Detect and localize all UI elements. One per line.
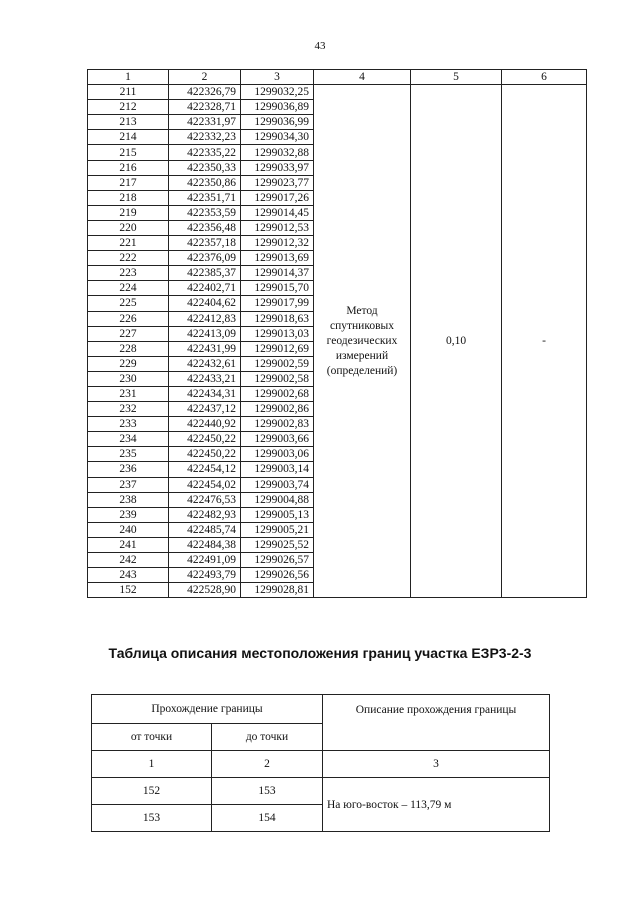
coordinate-y: 1299026,57 <box>241 553 314 568</box>
coordinate-y: 1299025,52 <box>241 537 314 552</box>
coordinates-table <box>87 69 587 598</box>
point-number: 237 <box>88 477 169 492</box>
coordinate-x: 422491,09 <box>169 553 241 568</box>
point-number: 223 <box>88 266 169 281</box>
from-point: 152 <box>92 778 212 805</box>
coordinate-x: 422482,93 <box>169 507 241 522</box>
point-number: 225 <box>88 296 169 311</box>
point-number: 232 <box>88 402 169 417</box>
coordinate-y: 1299026,56 <box>241 568 314 583</box>
measurement-method: Метод спутниковых геодезических измерений (определений) <box>314 85 411 598</box>
table-row <box>88 85 587 100</box>
coordinate-x: 422404,62 <box>169 296 241 311</box>
column-header-2: 2 <box>169 70 241 85</box>
point-number: 221 <box>88 236 169 251</box>
column-header-4: 4 <box>314 70 411 85</box>
coordinate-y: 1299005,21 <box>241 522 314 537</box>
coordinate-y: 1299002,83 <box>241 417 314 432</box>
point-number: 239 <box>88 507 169 522</box>
coordinate-y: 1299002,59 <box>241 356 314 371</box>
coordinate-x: 422484,38 <box>169 537 241 552</box>
coordinate-x: 422454,02 <box>169 477 241 492</box>
point-number: 214 <box>88 130 169 145</box>
coordinate-x: 422485,74 <box>169 522 241 537</box>
header-from-point: от точки <box>92 724 212 751</box>
coordinate-x: 422356,48 <box>169 220 241 235</box>
point-number: 220 <box>88 220 169 235</box>
coordinate-y: 1299028,81 <box>241 583 314 598</box>
coordinate-y: 1299014,37 <box>241 266 314 281</box>
coordinate-y: 1299017,26 <box>241 190 314 205</box>
coordinate-y: 1299003,06 <box>241 447 314 462</box>
coordinate-y: 1299004,88 <box>241 492 314 507</box>
coordinate-x: 422350,86 <box>169 175 241 190</box>
coordinate-y: 1299018,63 <box>241 311 314 326</box>
coordinate-x: 422402,71 <box>169 281 241 296</box>
point-number: 230 <box>88 371 169 386</box>
point-number: 238 <box>88 492 169 507</box>
table-title: Таблица описания местоположения границ участка ЕЗР3-2-3 <box>108 645 532 661</box>
point-number: 240 <box>88 522 169 537</box>
point-number: 236 <box>88 462 169 477</box>
coordinate-x: 422433,21 <box>169 371 241 386</box>
coordinate-y: 1299002,68 <box>241 386 314 401</box>
point-number: 211 <box>88 85 169 100</box>
point-number: 215 <box>88 145 169 160</box>
coordinate-x: 422357,18 <box>169 236 241 251</box>
coordinate-x: 422351,71 <box>169 190 241 205</box>
coordinate-x: 422437,12 <box>169 402 241 417</box>
coordinate-x: 422332,23 <box>169 130 241 145</box>
coordinate-x: 422335,22 <box>169 145 241 160</box>
point-number: 234 <box>88 432 169 447</box>
coordinate-y: 1299015,70 <box>241 281 314 296</box>
coordinate-x: 422353,59 <box>169 205 241 220</box>
point-number: 227 <box>88 326 169 341</box>
coordinate-y: 1299012,53 <box>241 220 314 235</box>
coordinate-y: 1299014,45 <box>241 205 314 220</box>
boundary-description: На юго-восток – 113,79 м <box>323 778 550 832</box>
coordinate-y: 1299003,74 <box>241 477 314 492</box>
point-number: 212 <box>88 100 169 115</box>
header-to-point: до точки <box>212 724 323 751</box>
point-number: 152 <box>88 583 169 598</box>
column-header-1: 1 <box>88 70 169 85</box>
coordinate-x: 422326,79 <box>169 85 241 100</box>
coordinate-x: 422528,90 <box>169 583 241 598</box>
column-header-5: 5 <box>411 70 502 85</box>
coordinate-x: 422450,22 <box>169 447 241 462</box>
point-number: 233 <box>88 417 169 432</box>
point-number: 242 <box>88 553 169 568</box>
coordinate-y: 1299036,99 <box>241 115 314 130</box>
page-number: 43 <box>314 40 326 52</box>
coordinate-y: 1299034,30 <box>241 130 314 145</box>
point-number: 241 <box>88 537 169 552</box>
point-number: 216 <box>88 160 169 175</box>
coordinate-y: 1299032,25 <box>241 85 314 100</box>
point-number: 224 <box>88 281 169 296</box>
coordinate-x: 422385,37 <box>169 266 241 281</box>
coordinate-x: 422350,33 <box>169 160 241 175</box>
coordinate-x: 422450,22 <box>169 432 241 447</box>
point-number: 231 <box>88 386 169 401</box>
point-number: 222 <box>88 251 169 266</box>
coordinate-y: 1299033,97 <box>241 160 314 175</box>
coordinate-x: 422412,83 <box>169 311 241 326</box>
table-row <box>92 778 550 805</box>
coordinate-x: 422432,61 <box>169 356 241 371</box>
coordinate-x: 422476,53 <box>169 492 241 507</box>
coordinate-x: 422413,09 <box>169 326 241 341</box>
point-number: 218 <box>88 190 169 205</box>
to-point: 154 <box>212 805 323 832</box>
coordinate-x: 422331,97 <box>169 115 241 130</box>
point-number: 235 <box>88 447 169 462</box>
coordinate-x: 422440,92 <box>169 417 241 432</box>
coordinates-header-row <box>88 70 587 85</box>
coordinate-y: 1299013,03 <box>241 326 314 341</box>
coordinate-x: 422376,09 <box>169 251 241 266</box>
point-number: 217 <box>88 175 169 190</box>
point-number: 228 <box>88 341 169 356</box>
coordinate-y: 1299002,86 <box>241 402 314 417</box>
coordinate-y: 1299032,88 <box>241 145 314 160</box>
coordinate-y: 1299023,77 <box>241 175 314 190</box>
boundary-description-table <box>91 694 550 832</box>
coordinate-y: 1299036,89 <box>241 100 314 115</box>
coordinate-y: 1299003,66 <box>241 432 314 447</box>
header-passage: Прохождение границы <box>92 695 323 724</box>
coordinate-x: 422434,31 <box>169 386 241 401</box>
coordinate-x: 422431,99 <box>169 341 241 356</box>
coordinate-y: 1299005,13 <box>241 507 314 522</box>
coordinate-x: 422328,71 <box>169 100 241 115</box>
point-number: 229 <box>88 356 169 371</box>
point-number: 243 <box>88 568 169 583</box>
column-header-6: 6 <box>502 70 587 85</box>
to-point: 153 <box>212 778 323 805</box>
accuracy-value: 0,10 <box>411 85 502 598</box>
coordinate-x: 422454,12 <box>169 462 241 477</box>
header-description: Описание прохождения границы <box>323 695 550 751</box>
column-6-value: - <box>502 85 587 598</box>
coordinate-y: 1299003,14 <box>241 462 314 477</box>
point-number: 213 <box>88 115 169 130</box>
column-number-3: 3 <box>323 751 550 778</box>
coordinate-y: 1299017,99 <box>241 296 314 311</box>
column-number-2: 2 <box>212 751 323 778</box>
coordinate-y: 1299012,32 <box>241 236 314 251</box>
point-number: 226 <box>88 311 169 326</box>
coordinate-y: 1299013,69 <box>241 251 314 266</box>
coordinate-y: 1299002,58 <box>241 371 314 386</box>
column-header-3: 3 <box>241 70 314 85</box>
from-point: 153 <box>92 805 212 832</box>
coordinate-x: 422493,79 <box>169 568 241 583</box>
coordinate-y: 1299012,69 <box>241 341 314 356</box>
column-number-1: 1 <box>92 751 212 778</box>
point-number: 219 <box>88 205 169 220</box>
